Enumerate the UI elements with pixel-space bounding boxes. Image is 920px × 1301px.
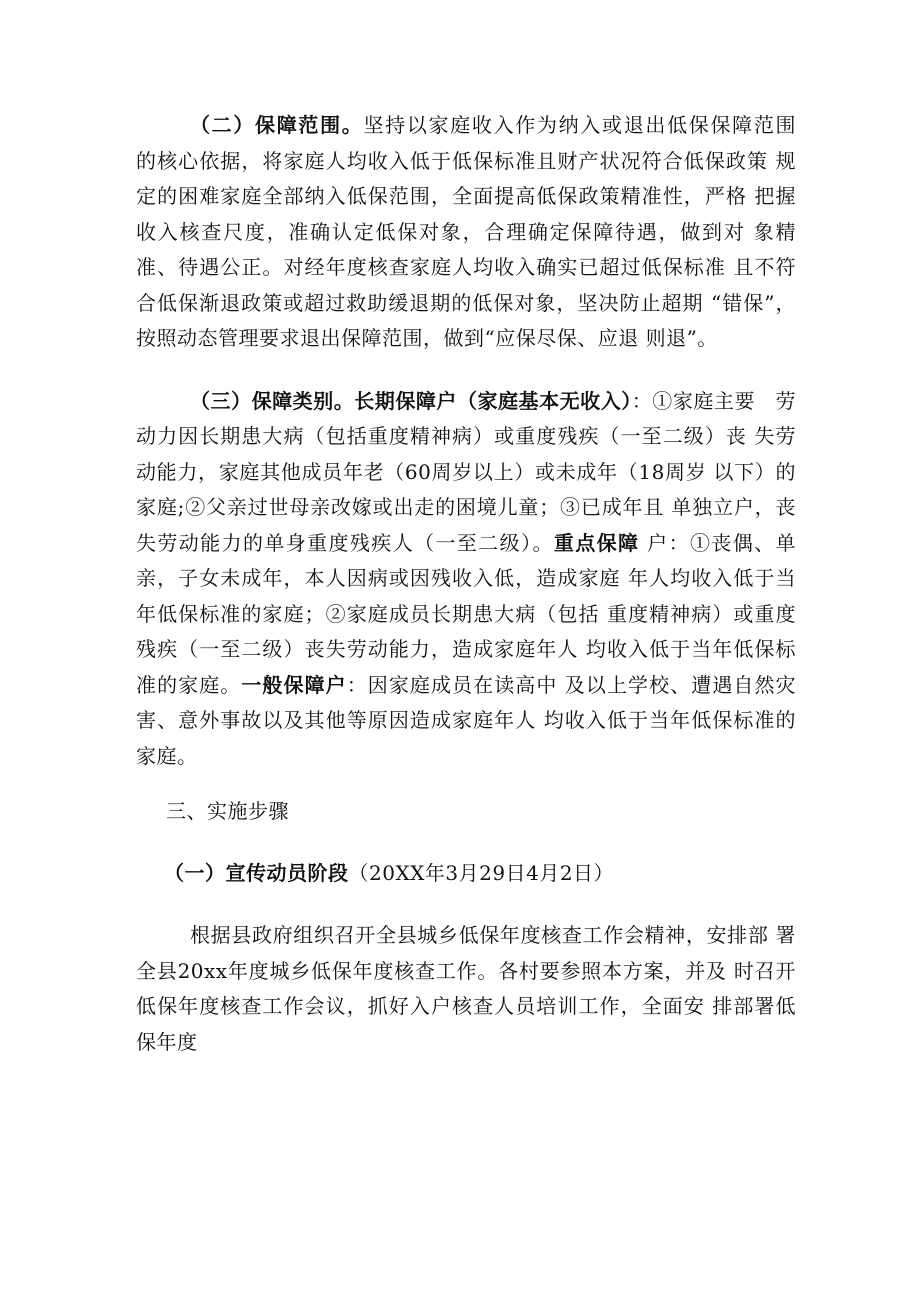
publicity-stage-dates: （20XX年3月29日4月2日） [348,860,615,885]
coverage-text: 坚持以家庭收入作为纳入或退出低保保障范围 的核心依据，将家庭人均收入低于低保标准且财产状况符合低保政策 规定的困难家庭全部纳入低保范围，全面提高低保政策精准性，严格 把握收入核查尺度，准确认定低保对象，合理确定保障待遇，做到对 象精准、待遇公正。对经年度核查家庭人均收入确实已超过低保标准 且不符合低保渐退政策或超过救助缓退期的低保对象，坚决防止超期 “错保”，按照动态管理要求退出保障范围，做到“应保尽保、应退 则退”。 [136,113,817,350]
publicity-stage-label: （一）宣传动员阶段 [164,860,349,885]
key-support-label: 重点保障 [553,530,640,555]
categories-text-2: 户：①丧偶、单亲，子女未成年，本人因病或因残收入低，造成家庭 年人均收入低于当年低保标准的家庭；②家庭成员长期患大病（包括 重度精神病）或重度残疾（一至二级）丧失劳动能力，造成家庭年人 均收入低于当年低保标准的家庭。 [136,530,797,697]
general-support-label: 一般保障户 [241,672,347,697]
paragraph-publicity-body: 根据县政府组织召开全县城乡低保年度核查工作会精神，安排部 署全县20xx年度城乡低保年度核查工作。各村要参照本方案，并及 时召开低保年度核查工作会议，抓好入户核查人员培训工作，全面安 排部署低保年度 [136,923,796,1054]
categories-text-1: ：①家庭主要 劳动力因长期患大病（包括重度精神病）或重度残疾（一至二级）丧 失劳动能力，家庭其他成员年老（60周岁以上）或未成年（18周岁 以下）的家庭;②父亲过世母亲改嫁或出走的困境儿童；③已成年且 单独立户，丧失劳动能力的单身重度残疾人（一至二级）。 [136,388,797,555]
document-page [136,108,817,1060]
paragraph-categories [136,384,796,775]
section-heading-steps: 三、实施步骤 [166,799,289,823]
coverage-label: （二）保障范围。 [190,113,364,137]
categories-text-3: ：因家庭成员在读高中 及以上学校、遭遇自然灾害、意外事故以及其他等原因造成家庭年人 均收入低于当年低保标准的家庭。 [136,672,797,768]
paragraph-coverage [136,108,817,357]
subheading-publicity-stage [136,856,796,892]
categories-label: （三）保障类别。长期保障户（家庭基本无收入） [190,388,632,413]
